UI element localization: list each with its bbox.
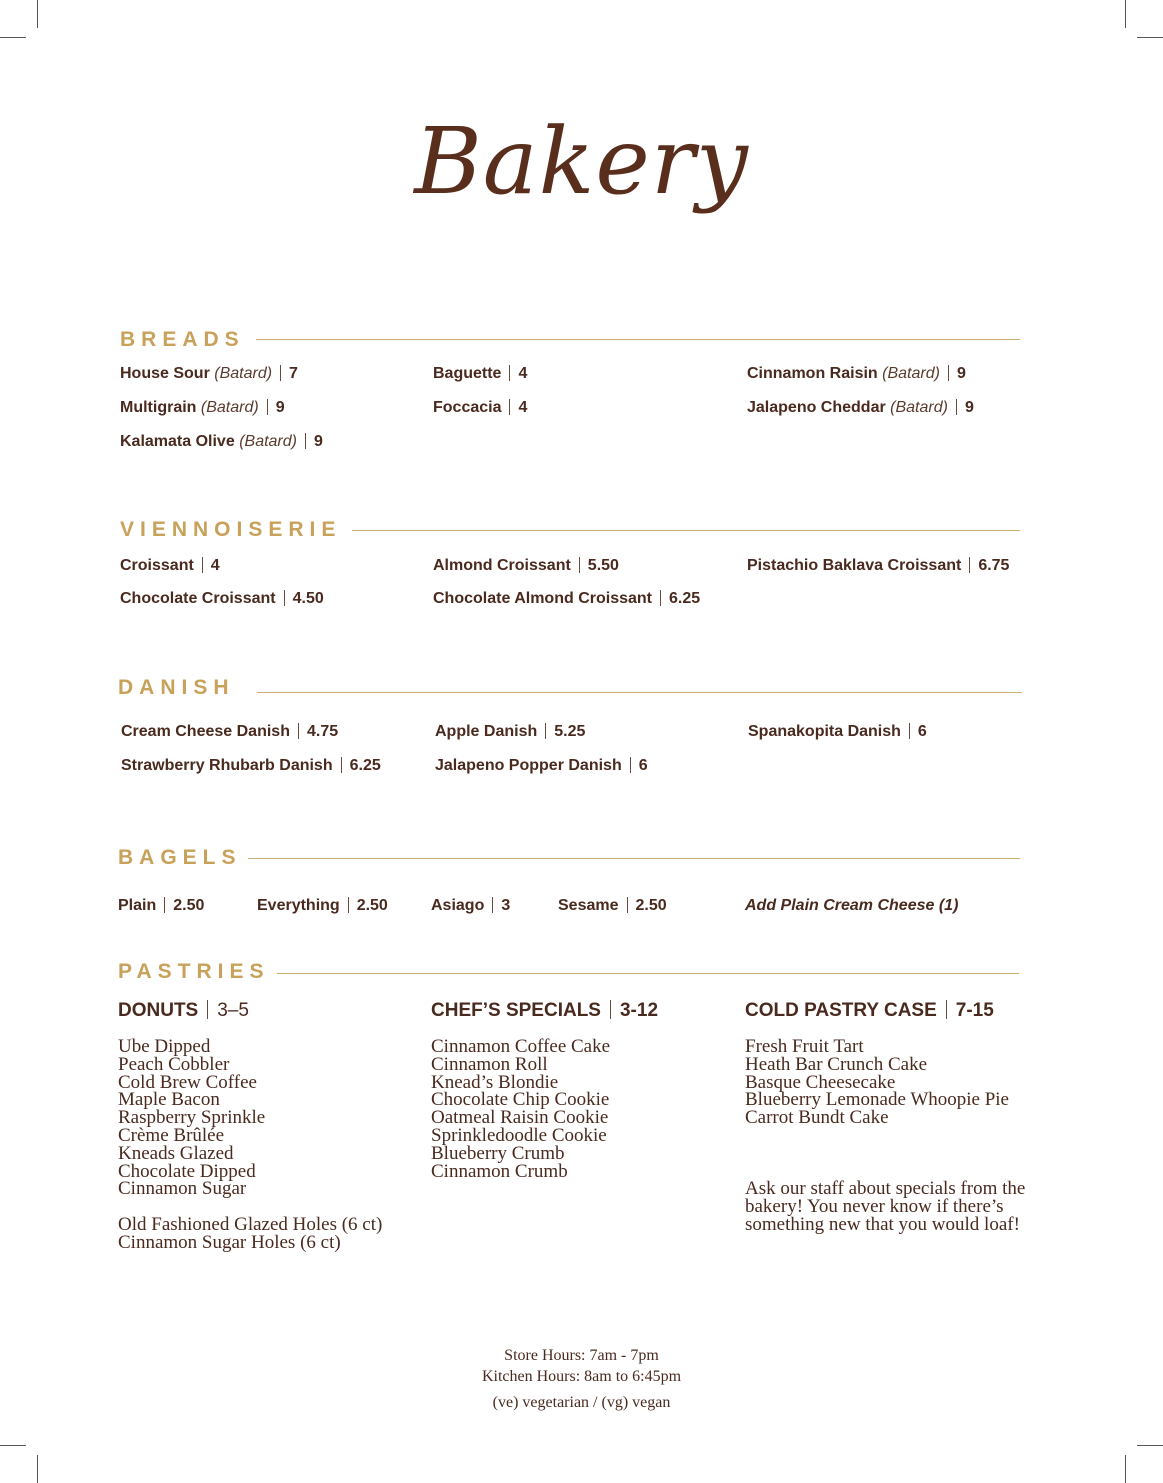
section-heading-pastries: PASTRIES xyxy=(118,960,270,983)
crop-mark xyxy=(1137,1445,1163,1446)
list-item: Raspberry Sprinkle xyxy=(118,1107,266,1129)
menu-item: Foccacia 4 xyxy=(433,399,528,416)
crop-mark xyxy=(37,1455,38,1483)
menu-item: Chocolate Almond Croissant 6.25 xyxy=(433,590,701,607)
section-heading-breads: BREADS xyxy=(120,328,245,351)
menu-item: Baguette 4 xyxy=(433,365,528,382)
crop-mark xyxy=(37,0,38,28)
menu-item: Cream Cheese Danish 4.75 xyxy=(121,723,339,740)
list-item: Kneads Glazed xyxy=(118,1142,234,1164)
menu-item: Jalapeno Popper Danish 6 xyxy=(435,757,648,774)
list-item: Ube Dipped xyxy=(118,1036,211,1057)
chefs-specials-list xyxy=(431,1038,610,1180)
crop-mark xyxy=(0,1445,26,1446)
specials-note: Ask our staff about specials from the bakery! You never know if there’s something new that you would loaf! xyxy=(745,1178,1026,1235)
list-item: Cinnamon Sugar Holes (6 ct) xyxy=(118,1231,341,1253)
list-item: Oatmeal Raisin Cookie xyxy=(431,1107,609,1129)
menu-item: Strawberry Rhubarb Danish 6.25 xyxy=(121,757,381,774)
list-item: Sprinkledoodle Cookie xyxy=(431,1124,607,1146)
bagel-addon: Add Plain Cream Cheese (1) xyxy=(745,897,959,914)
list-item: Old Fashioned Glazed Holes (6 ct) xyxy=(118,1213,383,1235)
list-item: Carrot Bundt Cake xyxy=(745,1107,889,1129)
list-item: Cinnamon Coffee Cake xyxy=(431,1036,611,1057)
menu-item: Everything 2.50 xyxy=(257,897,388,914)
menu-item: Kalamata Olive (Batard) 9 xyxy=(120,433,323,450)
list-item: Fresh Fruit Tart xyxy=(745,1036,864,1057)
list-item: Cinnamon Sugar xyxy=(118,1178,247,1200)
list-item: Blueberry Lemonade Whoopie Pie xyxy=(745,1089,1009,1111)
list-item: Knead’s Blondie xyxy=(431,1071,559,1093)
menu-item: Apple Danish 5.25 xyxy=(435,723,586,740)
menu-item: Chocolate Croissant 4.50 xyxy=(120,590,324,607)
list-item: Crème Brûlée xyxy=(118,1124,225,1146)
list-item: Basque Cheesecake xyxy=(745,1071,896,1093)
chefs-specials-heading: CHEF’S SPECIALS 3-12 xyxy=(431,1000,659,1021)
list-item: Maple Bacon xyxy=(118,1089,220,1111)
cold-pastry-case-heading: COLD PASTRY CASE 7-15 xyxy=(745,1000,994,1021)
section-heading-danish: DANISH xyxy=(118,676,235,699)
section-divider xyxy=(277,973,1019,974)
cold-pastry-case-list xyxy=(745,1038,1009,1127)
menu-item: House Sour (Batard) 7 xyxy=(120,365,298,382)
kitchen-hours: Kitchen Hours: 8am to 6:45pm xyxy=(481,1368,682,1385)
list-item: Peach Cobbler xyxy=(118,1053,230,1075)
donuts-heading: DONUTS 3–5 xyxy=(118,1000,249,1021)
diet-legend: (ve) vegetarian / (vg) vegan xyxy=(492,1394,671,1411)
menu-item: Pistachio Baklava Croissant 6.75 xyxy=(747,557,1010,574)
list-item: Cinnamon Roll xyxy=(431,1053,548,1075)
crop-mark xyxy=(0,37,26,38)
section-divider xyxy=(352,530,1020,531)
section-heading-bagels: BAGELS xyxy=(118,846,242,869)
list-item: Heath Bar Crunch Cake xyxy=(745,1053,928,1075)
section-divider xyxy=(248,858,1020,859)
menu-item: Plain 2.50 xyxy=(118,897,205,914)
menu-item: Almond Croissant 5.50 xyxy=(433,557,619,574)
page-title: Bakery xyxy=(414,108,749,215)
donuts-list xyxy=(118,1038,382,1252)
section-divider xyxy=(257,692,1022,693)
menu-item: Spanakopita Danish 6 xyxy=(748,723,927,740)
section-divider xyxy=(256,339,1020,340)
menu-item: Sesame 2.50 xyxy=(558,897,667,914)
menu-item: Asiago 3 xyxy=(431,897,511,914)
crop-mark xyxy=(1125,1455,1126,1483)
store-hours: Store Hours: 7am - 7pm xyxy=(504,1347,659,1364)
menu-item: Cinnamon Raisin (Batard) 9 xyxy=(747,365,966,382)
list-item: Chocolate Chip Cookie xyxy=(431,1089,610,1111)
list-item: Cold Brew Coffee xyxy=(118,1071,257,1093)
menu-item: Multigrain (Batard) 9 xyxy=(120,399,285,416)
menu-item: Jalapeno Cheddar (Batard) 9 xyxy=(747,399,974,416)
menu-item: Croissant 4 xyxy=(120,557,220,574)
crop-mark xyxy=(1125,0,1126,28)
list-item: Blueberry Crumb xyxy=(431,1142,565,1164)
list-item: Cinnamon Crumb xyxy=(431,1160,568,1182)
crop-mark xyxy=(1137,37,1163,38)
list-item: Chocolate Dipped xyxy=(118,1160,256,1182)
section-heading-viennoiserie: VIENNOISERIE xyxy=(120,518,342,541)
